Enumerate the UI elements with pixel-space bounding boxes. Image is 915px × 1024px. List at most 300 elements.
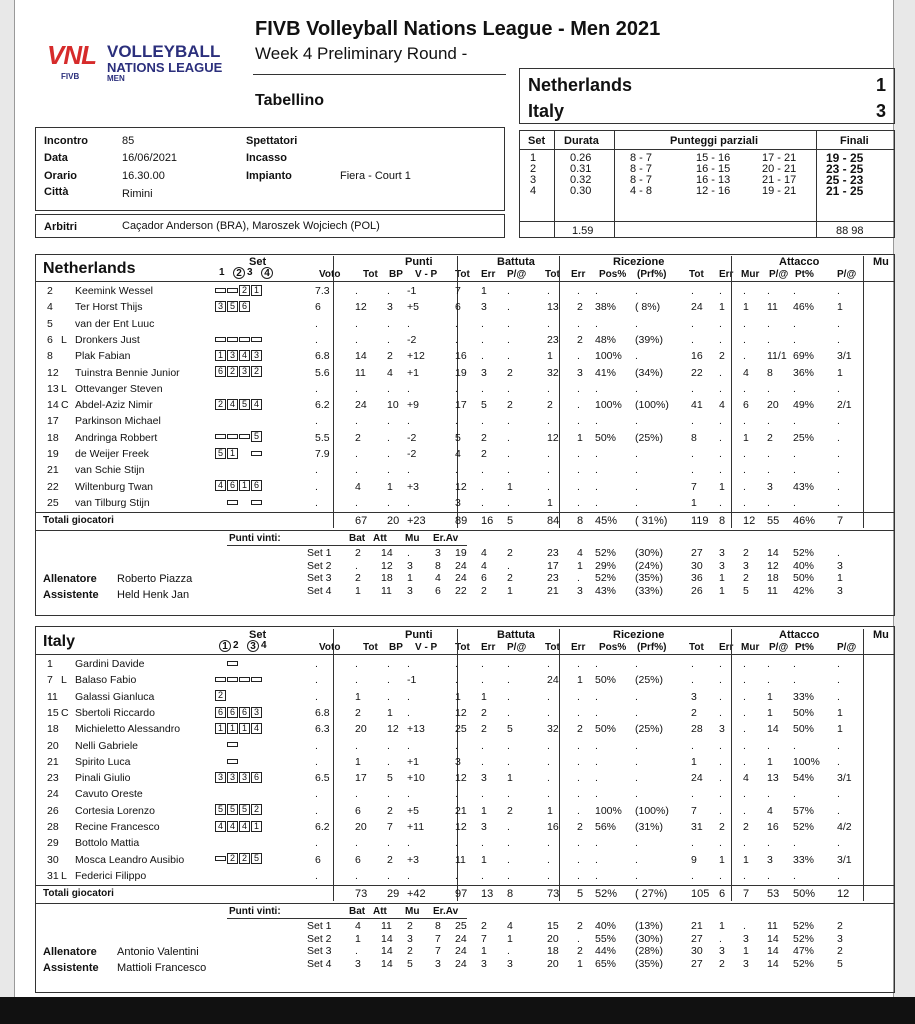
- stat-berr: .: [481, 317, 484, 330]
- stat-amur: .: [743, 755, 746, 768]
- italy-total-aerr: 6: [719, 888, 726, 901]
- pv-cell: 14: [381, 547, 393, 560]
- stat-vp: .: [407, 317, 410, 330]
- stat-vp: +3: [407, 853, 419, 866]
- stat-bpa: .: [507, 496, 510, 509]
- player-row: [15, 656, 895, 672]
- stat-berr: 2: [481, 706, 487, 719]
- pv-cell: 23: [547, 572, 559, 585]
- pv-cell: 2: [837, 920, 843, 933]
- stat-voto: 6.5: [315, 772, 330, 785]
- set-position: 4: [239, 821, 250, 832]
- set-position: 4: [227, 399, 238, 410]
- player-sets: [215, 853, 263, 865]
- stat-vp: .: [407, 464, 410, 477]
- incasso-label: Incasso: [246, 152, 287, 164]
- pv-cell: 2: [507, 547, 513, 560]
- player-number: 1: [47, 658, 53, 670]
- pv-cell: 2: [355, 572, 361, 585]
- italy-total-vp: +42: [407, 888, 426, 901]
- netherlands-hdr-rprf: (Prf%): [637, 269, 667, 280]
- stat-tot: 6: [355, 804, 361, 817]
- sets-cell-0-4: 17 - 21: [762, 152, 797, 164]
- italy-total-apa: 53: [767, 888, 780, 901]
- pv-cell: 2: [407, 920, 413, 933]
- stat-bpa: .: [507, 350, 510, 363]
- stat-bp: 3: [387, 301, 393, 314]
- stat-berr: .: [481, 837, 484, 850]
- player-name: van der Ent Luuc: [75, 317, 155, 330]
- stat-bp: .: [387, 285, 390, 297]
- pv-cell: Set 4: [307, 957, 332, 970]
- stat-aerr: .: [719, 366, 722, 379]
- stat-berr: 5: [481, 399, 487, 412]
- stat-amur: 4: [743, 772, 749, 785]
- set-dash: [239, 434, 250, 439]
- stat-aerr: 1: [719, 480, 725, 493]
- pv-cell: 11: [767, 920, 778, 933]
- stat-rtot: .: [547, 869, 550, 882]
- stat-atot: .: [691, 658, 694, 670]
- pv-cell: (35%): [635, 572, 664, 585]
- player-row: [15, 770, 895, 786]
- stat-rerr: .: [577, 739, 580, 752]
- stat-berr: 1: [481, 285, 487, 297]
- set-dash: [227, 759, 238, 764]
- netherlands-set-hdr: Set: [249, 256, 267, 268]
- pv-cell: 1: [577, 957, 583, 970]
- italy-hdr-atot: Tot: [689, 642, 704, 653]
- pv-cell: .: [837, 547, 840, 560]
- pv-cell: 2: [719, 957, 725, 970]
- stat-rtot: 1: [547, 496, 553, 509]
- citta-value: Rimini: [122, 188, 153, 200]
- stat-bpa: .: [507, 869, 510, 882]
- stat-rpos: .: [595, 285, 598, 297]
- stat-bpa: .: [507, 464, 510, 477]
- stat-rprf: .: [635, 706, 638, 719]
- netherlands-hdr-btot: Tot: [455, 269, 470, 280]
- stat-btot: 1: [455, 690, 461, 703]
- stat-rpos: .: [595, 788, 598, 801]
- stat-atot: 41: [691, 399, 703, 412]
- stat-mu: 3/1: [837, 853, 852, 866]
- stat-mu: .: [837, 755, 840, 768]
- stat-atot: 31: [691, 821, 703, 833]
- stat-apt: 43%: [793, 480, 815, 493]
- netherlands-total-atot: 119: [691, 515, 709, 528]
- pv-cell: 14: [381, 945, 393, 958]
- italy-hdr-rerr: Err: [571, 642, 586, 653]
- stat-berr: 1: [481, 804, 487, 817]
- player-role: C: [61, 706, 69, 719]
- sets-cell-2-1: 0.32: [570, 174, 592, 186]
- stat-apa: 3: [767, 480, 773, 493]
- italy-totals-rule: [35, 885, 895, 886]
- stat-apa: .: [767, 658, 770, 670]
- set-position: 4: [227, 821, 238, 832]
- stat-rtot: .: [547, 464, 550, 477]
- pv-cell: 3: [719, 547, 725, 560]
- set-position: 1: [239, 480, 250, 491]
- set-position: 6: [239, 707, 250, 718]
- stat-berr: 2: [481, 723, 487, 736]
- stat-rerr: 1: [577, 674, 583, 687]
- stat-btot: 5: [455, 431, 461, 444]
- stat-tot: 20: [355, 821, 367, 833]
- italy-coach: Antonio Valentini: [117, 946, 199, 959]
- stat-atot: .: [691, 674, 694, 687]
- italy-hdr-mu2: P/@: [837, 642, 857, 653]
- pv-cell: .: [577, 932, 580, 945]
- netherlands-pv-hdr-1: Att: [373, 533, 387, 545]
- stat-rtot: 24: [547, 674, 559, 687]
- player-row: [15, 299, 895, 315]
- set-position: 6: [239, 301, 250, 312]
- stat-rerr: 1: [577, 431, 583, 444]
- netherlands-hdr-rtot: Tot: [545, 269, 560, 280]
- pv-cell: 1: [743, 945, 749, 958]
- stat-bp: 7: [387, 821, 393, 833]
- pv-cell: 52%: [793, 932, 815, 945]
- pv-cell: 4: [507, 920, 513, 933]
- player-sets: [215, 706, 263, 718]
- set-position: 4: [215, 480, 226, 491]
- player-row: [15, 462, 895, 478]
- set-position: 2: [227, 366, 238, 377]
- player-row: [15, 689, 895, 705]
- stat-apt: .: [793, 317, 796, 330]
- stat-apa: 1: [767, 706, 773, 719]
- italy-total-rprf: ( 27%): [635, 888, 668, 901]
- sets-cell-2-0: 3: [530, 174, 537, 186]
- stat-tot: 4: [355, 480, 361, 493]
- stat-berr: .: [481, 739, 484, 752]
- stat-mu: 1: [837, 301, 843, 314]
- stat-rtot: 1: [547, 350, 553, 363]
- netherlands-total-bpa: 5: [507, 515, 514, 528]
- player-name: van Tilburg Stijn: [75, 496, 150, 509]
- italy-total-mu: 12: [837, 888, 850, 901]
- impianto-label: Impianto: [246, 170, 292, 182]
- stat-bpa: 5: [507, 723, 513, 736]
- pv-cell: (35%): [635, 957, 664, 970]
- stat-bp: .: [387, 496, 390, 509]
- set-position: 1: [239, 723, 250, 734]
- stat-rerr: .: [577, 382, 580, 395]
- sets-total-duration: 1.59: [572, 225, 594, 237]
- stat-btot: 4: [455, 448, 461, 460]
- stat-rprf: .: [635, 658, 638, 670]
- stat-rtot: .: [547, 382, 550, 395]
- italy-hdr-bp: BP: [389, 642, 403, 653]
- stat-btot: .: [455, 317, 458, 330]
- player-name: Abdel-Aziz Nimir: [75, 399, 153, 412]
- player-row: [15, 283, 895, 299]
- stat-berr: .: [481, 755, 484, 768]
- netherlands-hdr-amur: Mur: [741, 269, 760, 280]
- player-sets: [215, 690, 263, 702]
- stat-voto: .: [315, 739, 318, 752]
- netherlands-pv-label: Punti vinti:: [229, 533, 281, 545]
- sets-col-rule-3: [816, 131, 817, 237]
- stat-rprf: .: [635, 464, 638, 477]
- pv-cell: 2: [481, 920, 487, 933]
- stat-berr: 3: [481, 366, 487, 379]
- stat-bp: .: [387, 317, 390, 330]
- player-sets: [215, 673, 263, 685]
- stat-bpa: .: [507, 285, 510, 297]
- pv-cell: 29%: [595, 559, 617, 572]
- stat-apt: 25%: [793, 431, 815, 444]
- set-position: 1: [251, 821, 262, 832]
- sets-box: [519, 130, 895, 238]
- pv-cell: (33%): [635, 584, 664, 597]
- italy-set-num-1: 1: [219, 640, 231, 652]
- pv-cell: 3: [837, 584, 843, 597]
- stat-btot: 11: [455, 853, 466, 866]
- netherlands-set-num-1: 1: [219, 267, 225, 278]
- stat-atot: .: [691, 317, 694, 330]
- pv-cell: .: [507, 945, 510, 958]
- stat-bp: .: [387, 431, 390, 444]
- stat-apt: .: [793, 496, 796, 509]
- pv-cell: 2: [743, 547, 749, 560]
- pv-cell: .: [355, 559, 358, 572]
- italy-set-hdr: Set: [249, 629, 267, 641]
- stat-bp: .: [387, 837, 390, 850]
- player-name: Cortesia Lorenzo: [75, 804, 155, 817]
- doc-title: Tabellino: [255, 92, 325, 109]
- stat-vp: +1: [407, 755, 419, 768]
- italy-total-rtot: 73: [547, 888, 560, 901]
- stat-aerr: .: [719, 382, 722, 395]
- stat-rprf: (39%): [635, 333, 664, 346]
- logo-line2: NATIONS LEAGUE: [107, 60, 223, 75]
- italy-totals-label: Totali giocatori: [43, 888, 114, 900]
- netherlands-assistant-label: Assistente: [43, 589, 99, 602]
- stat-atot: 7: [691, 480, 697, 493]
- set-position: 5: [215, 448, 226, 459]
- player-row: [15, 348, 895, 364]
- stat-voto: .: [315, 480, 318, 493]
- stat-voto: 7.9: [315, 448, 330, 460]
- player-number: 18: [47, 431, 59, 444]
- pv-cell: 3: [743, 932, 749, 945]
- stat-voto: .: [315, 755, 318, 768]
- player-name: Dronkers Just: [75, 333, 140, 346]
- set-position: 6: [215, 366, 226, 377]
- stat-amur: .: [743, 706, 746, 719]
- player-row: [15, 868, 895, 884]
- stat-rerr: .: [577, 399, 580, 412]
- italy-coach-label: Allenatore: [43, 946, 97, 959]
- player-row: [15, 332, 895, 348]
- set-dash: [239, 677, 250, 682]
- stat-rprf: .: [635, 382, 638, 395]
- stat-tot: 11: [355, 366, 366, 379]
- stat-atot: 24: [691, 772, 703, 785]
- stat-mu: .: [837, 431, 840, 444]
- stat-aerr: 1: [719, 301, 725, 314]
- set-position: 6: [215, 707, 226, 718]
- netherlands-hdr-apt: Pt%: [795, 269, 814, 280]
- stat-voto: .: [315, 382, 318, 395]
- stat-btot: 17: [455, 399, 467, 412]
- pv-cell: 12: [767, 559, 779, 572]
- stat-apt: .: [793, 333, 796, 346]
- netherlands-group-mu: Mu: [873, 256, 889, 268]
- stat-berr: 3: [481, 772, 487, 785]
- stat-tot: 6: [355, 853, 361, 866]
- pv-cell: 1: [355, 584, 361, 597]
- netherlands-hdr-tot: Tot: [363, 269, 378, 280]
- player-sets: [215, 836, 263, 848]
- bottom-bar: [0, 997, 915, 1024]
- pv-cell: 14: [767, 932, 779, 945]
- stat-vp: -1: [407, 674, 417, 687]
- stat-aerr: 3: [719, 723, 725, 736]
- stat-berr: .: [481, 480, 484, 493]
- stat-atot: 3: [691, 690, 697, 703]
- player-role: L: [61, 333, 67, 346]
- pv-cell: Set 4: [307, 584, 332, 597]
- stat-apa: .: [767, 869, 770, 882]
- player-row: [15, 381, 895, 397]
- stat-btot: .: [455, 333, 458, 346]
- pv-cell: 24: [455, 572, 467, 585]
- vnl-logo: [47, 40, 237, 90]
- pv-cell: 2: [407, 945, 413, 958]
- stat-vp: .: [407, 690, 410, 703]
- stat-berr: 3: [481, 301, 487, 314]
- set-position: 1: [215, 350, 226, 361]
- netherlands-group-ricezione: Ricezione: [613, 256, 665, 268]
- stat-bpa: .: [507, 658, 510, 670]
- stat-vp: .: [407, 496, 410, 509]
- stat-rpos: .: [595, 869, 598, 882]
- italy-hdr-bpa: P/@: [507, 642, 527, 653]
- netherlands-totals-rule2: [35, 530, 895, 531]
- pv-cell: .: [407, 547, 410, 560]
- pv-cell: Set 1: [307, 920, 332, 933]
- stat-tot: 2: [355, 706, 361, 719]
- stat-berr: .: [481, 333, 484, 346]
- stat-aerr: .: [719, 869, 722, 882]
- sets-cell-1-2: 8 - 7: [630, 163, 653, 175]
- stat-aerr: .: [719, 285, 722, 297]
- stat-aerr: .: [719, 690, 722, 703]
- pv-cell: 15: [547, 920, 559, 933]
- stat-btot: 25: [455, 723, 467, 736]
- pv-cell: 18: [767, 572, 779, 585]
- stat-berr: 3: [481, 821, 487, 833]
- stat-apa: .: [767, 496, 770, 509]
- pv-cell: 3: [435, 547, 441, 560]
- stat-btot: .: [455, 658, 458, 670]
- stat-apa: .: [767, 333, 770, 346]
- stat-bp: .: [387, 333, 390, 346]
- pv-cell: 14: [381, 932, 393, 945]
- pv-cell: 3: [577, 584, 583, 597]
- stat-tot: .: [355, 837, 358, 850]
- impianto-value: Fiera - Court 1: [340, 170, 411, 182]
- player-sets: [215, 755, 263, 767]
- italy-hdr-vp: V - P: [415, 642, 438, 653]
- pv-cell: 52%: [793, 957, 815, 970]
- player-sets: [215, 333, 263, 345]
- stat-apt: .: [793, 464, 796, 477]
- stat-tot: 14: [355, 350, 367, 363]
- player-sets: [215, 804, 263, 816]
- set-position: 5: [239, 399, 250, 410]
- pv-cell: Set 1: [307, 547, 332, 560]
- stat-vp: .: [407, 382, 410, 395]
- stat-bp: .: [387, 788, 390, 801]
- stat-tot: .: [355, 739, 358, 752]
- italy-group-punti: Punti: [405, 629, 433, 641]
- stat-amur: .: [743, 448, 746, 460]
- stat-btot: 12: [455, 772, 467, 785]
- player-number: 12: [47, 366, 59, 379]
- stat-bp: 1: [387, 480, 393, 493]
- stat-apa: 14: [767, 723, 779, 736]
- italy-assistant: Mattioli Francesco: [117, 962, 207, 975]
- pv-cell: 8: [435, 559, 441, 572]
- stat-vp: .: [407, 706, 410, 719]
- stat-bp: 5: [387, 772, 393, 785]
- stat-rprf: (100%): [635, 804, 669, 817]
- player-name: Recine Francesco: [75, 821, 160, 833]
- player-number: 19: [47, 448, 59, 460]
- set-position: 3: [251, 350, 262, 361]
- set-position: 2: [251, 804, 262, 815]
- player-number: 5: [47, 317, 53, 330]
- player-number: 7: [47, 674, 53, 687]
- pv-cell: 24: [455, 559, 467, 572]
- stat-bp: 12: [387, 723, 399, 736]
- pv-cell: 3: [837, 932, 843, 945]
- player-role: L: [61, 382, 67, 395]
- player-number: 14: [47, 399, 59, 412]
- pv-cell: 14: [767, 945, 779, 958]
- player-sets: [215, 771, 263, 783]
- stat-btot: 19: [455, 366, 467, 379]
- netherlands-set-num-2: 2: [233, 267, 245, 279]
- stat-apa: 8: [767, 366, 773, 379]
- stat-bpa: .: [507, 690, 510, 703]
- stat-rtot: 1: [547, 804, 553, 817]
- stat-tot: .: [355, 869, 358, 882]
- sets-cell-3-1: 0.30: [570, 185, 592, 197]
- stat-voto: .: [315, 658, 318, 670]
- italy-totals-rule2: [35, 903, 895, 904]
- stat-bpa: 2: [507, 804, 513, 817]
- stat-atot: .: [691, 448, 694, 460]
- stat-rerr: .: [577, 464, 580, 477]
- pv-cell: 27: [691, 957, 703, 970]
- netherlands-pv-rule: [227, 545, 467, 546]
- stat-btot: .: [455, 674, 458, 687]
- set-position: 1: [227, 723, 238, 734]
- stat-berr: .: [481, 464, 484, 477]
- stat-apa: 11: [767, 301, 778, 314]
- stat-atot: .: [691, 285, 694, 297]
- italy-total-btot: 97: [455, 888, 468, 901]
- stat-amur: .: [743, 837, 746, 850]
- stat-apt: 33%: [793, 690, 815, 703]
- netherlands-hdr-rpos: Pos%: [599, 269, 627, 280]
